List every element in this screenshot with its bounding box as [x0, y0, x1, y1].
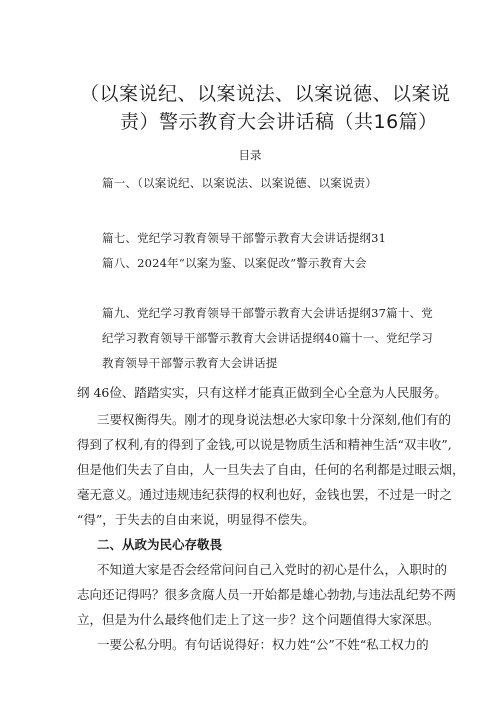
document-title-line-2: 责）警示教育大会讲话稿（共16篇） — [120, 111, 438, 133]
toc-entry: 篇九、党纪学习教育领导干部警示教育大会讲话提纲37篇十、党 — [102, 306, 433, 320]
body-paragraph-line: 毫无意义。通过违规违纪获得的权利也好，金钱也罢，不过是一时之 — [77, 487, 453, 502]
toc-entry: 教育领导干部警示教育大会讲话提 — [102, 356, 278, 370]
body-paragraph-line: 但是他们失去了自由，人一旦失去了自由，任何的名利都是过眼云烟， — [77, 462, 465, 477]
toc-entry: 篇七、党纪学习教育领导干部警示教育大会讲话提纲31 — [102, 231, 387, 245]
toc-entry: 篇八、2024年“以案为鉴、以案促改”警示教育大会 — [102, 256, 367, 270]
body-paragraph-line: 一要公私分明。有句话说得好：权力姓“公”不姓“私工权力的 — [97, 637, 429, 652]
body-paragraph-line: 得到了权利,有的得到了金钱,可以说是物质生活和精神生活“双丰收”, — [77, 437, 452, 452]
body-paragraph-line: 不知道大家是否会经常问问自己入党时的初心是什么，入职时的 — [97, 562, 448, 577]
body-paragraph-line: 纲 46俭、踏踏实实，只有这样才能真正做到全心全意为人民服务。 — [77, 385, 447, 400]
toc-entry: 篇一、（以案说纪、以案说法、以案说德、以案说责） — [102, 176, 378, 190]
toc-heading: 目录 — [238, 148, 262, 162]
toc-entry: 纪学习教育领导干部警示教育大会讲话提纲40篇十一、党纪学习 — [102, 331, 433, 345]
document-title-line-1: （以案说纪、以案说法、以案说德、以案说 — [80, 83, 451, 105]
body-paragraph-line: 三要权衡得失。刚才的现身说法想必大家印象十分深刻,他们有的 — [97, 412, 451, 427]
body-paragraph-line: “得”，于失去的自由来说，明显得不偿失。 — [77, 512, 315, 527]
body-paragraph-line: 立，但是为什么最终他们走上了这一步？这个问题值得大家深思。 — [77, 612, 440, 627]
body-paragraph-line: 志向还记得吗？很多贪腐人员一开始都是雄心勃勃,与违法乱纪势不两 — [77, 587, 456, 602]
section-heading: 二、从政为民心存敬畏 — [97, 537, 223, 552]
